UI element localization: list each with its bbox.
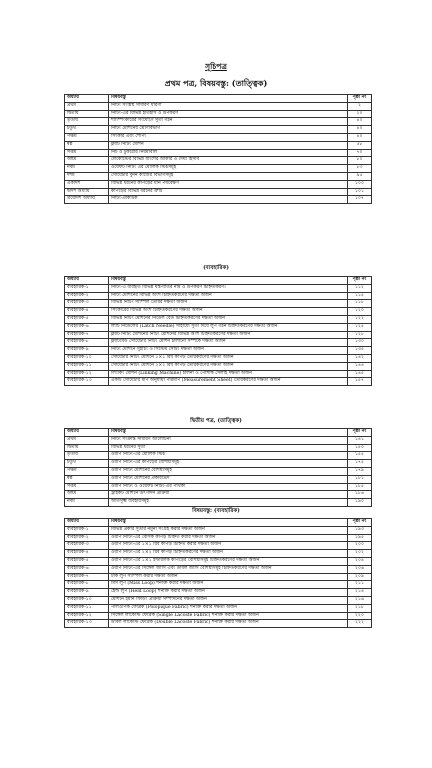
chapter-cell: দশম: [65, 172, 109, 180]
table-row: [65, 526, 372, 534]
chapter-cell: দ্বিতীয়: [65, 444, 109, 452]
page-number-cell: ২০৬: [348, 565, 372, 573]
page-number-cell: ৪০: [348, 126, 372, 134]
topic-cell: বিভিন্ন প্রকার সুতার নমুনা সংগ্রহ করার দক্ষতা অর্জন: [109, 526, 348, 534]
table-row: [65, 196, 372, 204]
chapter-cell: অধ্যায়: [65, 519, 109, 527]
toc-table-second-practical: [64, 518, 372, 628]
table-row: [65, 436, 372, 444]
topic-cell: ওয়ার্প নিটিং-এর ২×২ রিব কাপড় চিহ্নিতকরণের দক্ষতা অর্জন: [109, 550, 348, 558]
table-row: [65, 444, 372, 452]
section-title-second-theory: দ্বিতীয় পত্র, (তাত্ত্বিক): [190, 418, 242, 424]
page-number-cell: ২০৯: [348, 573, 372, 581]
table-header-row: [65, 277, 372, 285]
table-row: [65, 172, 372, 180]
topic-cell: নিটিং সংশ্লিষ্ট সাধারণ ধারণা: [109, 102, 348, 110]
chapter-cell: অধ্যায়: [65, 277, 109, 285]
table-row: [65, 118, 372, 126]
topic-cell: বিভিন্ন নিটিং স্যাম্পল তৈরির দক্ষতা অর্জন: [109, 300, 348, 308]
chapter-cell: ব্যবহারিক-৭: [65, 573, 109, 581]
page-number-cell: ২১৮: [348, 604, 372, 612]
topic-cell: শ্যাম্পিংকারের সংযোগে সুতা গঠন: [109, 118, 348, 126]
section-title-first-practical: (ব্যবহারিক): [203, 265, 229, 271]
chapter-cell: ব্যবহারিক-৭: [65, 331, 109, 339]
table-row: [65, 612, 372, 620]
page-number-cell: ২১১: [348, 581, 372, 589]
page-number-cell: ১৫৫: [348, 452, 372, 460]
table-row: [65, 165, 372, 173]
chapter-cell: ব্যবহারিক-২: [65, 292, 109, 300]
table-row: [65, 323, 372, 331]
topic-cell: নিট ও টুকরোর নিয়মাবলি: [109, 149, 348, 157]
chapter-cell: ব্যবহারিক-৬: [65, 565, 109, 573]
chapter-cell: নবম: [65, 165, 109, 173]
page-number-cell: ১৩০: [348, 339, 372, 347]
chapter-cell: ব্যবহারিক-৯: [65, 347, 109, 355]
page-number-cell: ১২৮: [348, 331, 372, 339]
table-row: [65, 604, 372, 612]
chapter-cell: ব্যবহারিক-১০: [65, 354, 109, 362]
topic-cell: সিংকার এবং শেপিং: [109, 133, 348, 141]
topic-cell: নিটিং মেশিনে সুইচিং ও সিস্টেম সেটিং দক্ষতা অর্জন: [109, 347, 348, 355]
page-number-cell: ২১৬: [348, 596, 372, 604]
chapter-cell: ব্যবহারিক-২: [65, 534, 109, 542]
topic-cell: ডাবল লাকোস্ট ফেব্রিক (Double Lacoste Fabric) শনাক্ত করার দক্ষতা অর্জন: [109, 620, 348, 628]
topic-cell: ওয়ার্প নিটিং-এর ১×১ ইন্টারলক কাপড়ের বৈশিষ্ট্যসমূহ চিহ্নিতকরণের দক্ষতা অর্জন: [109, 557, 348, 565]
chapter-cell: ব্যবহারিক-১৩: [65, 378, 109, 386]
topic-cell: লিংকিং মেশিন (Linking Machine) চালনা ও পোশাক সেলাই দক্ষতা অর্জন: [109, 370, 348, 378]
topic-cell: ল্যাচ নিডেলের (Latch Needle) সাহায্যে সুতা দিয়ে লুপ গঠন চিহ্নিতকরণের দক্ষতা অর্জন: [109, 323, 348, 331]
table-row: [65, 452, 372, 460]
chapter-cell: চতুর্থ: [65, 126, 109, 134]
table-row: [65, 149, 372, 157]
chapter-cell: ষষ্ঠ: [65, 475, 109, 483]
table-row: [65, 347, 372, 355]
topic-cell: নিটিং মেশিনের বিভিন্ন অংশ চিহ্নিতকরণের দক্ষতা অর্জন: [109, 292, 348, 300]
page-number-cell: ১০৭: [348, 196, 372, 204]
topic-cell: ফ্ল্যাটবেড সোয়েটার নিটিং মেশিন চালানো সম্পর্কে দক্ষতা অর্জন: [109, 339, 348, 347]
table-row: [65, 491, 372, 499]
chapter-cell: তৃতীয়: [65, 452, 109, 460]
table-row: [65, 284, 372, 292]
chapter-cell: ব্যবহারিক-১: [65, 526, 109, 534]
table-row: [65, 589, 372, 597]
chapter-cell: ব্যবহারিক-৫: [65, 557, 109, 565]
page-number-cell: ২০২: [348, 550, 372, 558]
page-number-cell: ২১৪: [348, 589, 372, 597]
table-row: [65, 542, 372, 550]
chapter-cell: ব্যবহারিক-৩: [65, 542, 109, 550]
topic-cell: ওয়ার্প নিটিং-এর ১×১ রিব কাপড় চিহ্নিত করার দক্ষতা অর্জন: [109, 542, 348, 550]
table-row: [65, 180, 372, 188]
page-number-cell: ১৪২: [348, 354, 372, 362]
table-row: [65, 557, 372, 565]
chapter-cell: দ্বিতীয়: [65, 110, 109, 118]
page-number-cell: ২০: [348, 110, 372, 118]
page-number-cell: ১৫০: [348, 444, 372, 452]
chapter-cell: ত্রয়োদশ অধ্যায়: [65, 196, 109, 204]
topic-cell: ওয়ার্প নিটিং ও ওয়েফট নিটিং-এর পার্থক্য: [109, 483, 348, 491]
chapter-cell: প্রথম: [65, 102, 109, 110]
chapter-cell: নবম: [65, 499, 109, 507]
chapter-cell: ব্যবহারিক-১৩: [65, 620, 109, 628]
toc-table-second-theory: [64, 428, 372, 507]
section-title-second-practical: বিষয়বস্তু: (ব্যবহারিক): [192, 508, 240, 514]
toc-table-first-theory: [64, 94, 372, 204]
table-row: [65, 573, 372, 581]
topic-cell: বিষয়বস্তু: [109, 277, 348, 285]
page-number-cell: ২: [348, 102, 372, 110]
chapter-cell: ব্যবহারিক-৮: [65, 581, 109, 589]
page-number-cell: ১২৫: [348, 323, 372, 331]
chapter-cell: ব্যবহারিক-১০: [65, 596, 109, 604]
topic-cell: বিষয়বস্তু: [109, 95, 348, 103]
topic-cell: ওয়ার্প নিটিং-এর সিঙ্গেল জার্সি এবং ডাবল জার্সি বৈশিষ্ট্যসমূহ চিহ্নিতকরণের দক্ষতা অর্জন: [109, 565, 348, 573]
toc-table-body: [65, 95, 372, 204]
table-row: [65, 157, 372, 165]
toc-table-body: [65, 277, 372, 386]
page-number-cell: ১৯৩: [348, 526, 372, 534]
chapter-cell: একাদশ: [65, 180, 109, 188]
page-number-cell: ১১২: [348, 284, 372, 292]
chapter-cell: ব্যবহারিক-১: [65, 284, 109, 292]
chapter-cell: ব্যবহারিক-৪: [65, 550, 109, 558]
table-row: [65, 460, 372, 468]
chapter-cell: পঞ্চম: [65, 133, 109, 141]
page-number-cell: ১৪১: [348, 436, 372, 444]
toc-table-first-practical: [64, 276, 372, 386]
table-row: [65, 315, 372, 323]
topic-cell: ওয়েফট নিটিং এর মৌলিক স্টিচসমূহ: [109, 165, 348, 173]
page-number-cell: ৪০: [348, 118, 372, 126]
table-header-row: [65, 429, 372, 437]
chapter-cell: পঞ্চম: [65, 467, 109, 475]
table-row: [65, 133, 372, 141]
table-row: [65, 370, 372, 378]
page-number-cell: ১৫৭: [348, 378, 372, 386]
topic-cell: বিভিন্ন ধরনের সুতা: [109, 444, 348, 452]
table-row: [65, 362, 372, 370]
topic-cell: ওয়ার্প নিটিং-এর বেসিক কাপড় চিহ্নিত করার দক্ষতা অর্জন: [109, 534, 348, 542]
topic-cell: কাপড়ের বিভিন্ন ধরনের ত্রুটি: [109, 188, 348, 196]
topic-cell: নিটিং সংক্রান্ত সাধারণ আলোচনা: [109, 436, 348, 444]
table-row: [65, 110, 372, 118]
page-number-cell: ৮০: [348, 157, 372, 165]
topic-cell: পলিওপিক ফেব্রিক (Polopique Fabric) শনাক্ত করার দক্ষতা অর্জন: [109, 604, 348, 612]
toc-table-body: [65, 519, 372, 628]
chapter-cell: ব্যবহারিক-৬: [65, 323, 109, 331]
topic-cell: ওয়ার্প নিটিং-এর কাপড়ের বৈশিষ্ট্যসমূহ: [109, 460, 348, 468]
table-row: [65, 483, 372, 491]
chapter-cell: ব্যবহারিক-১১: [65, 604, 109, 612]
table-row: [65, 620, 372, 628]
page-number-cell: ১০১: [348, 188, 372, 196]
table-row: [65, 188, 372, 196]
table-row: [65, 308, 372, 316]
page-number-cell: ১৩৫: [348, 347, 372, 355]
page-number-cell: পৃষ্ঠা নং: [348, 519, 372, 527]
topic-cell: বিভিন্ন ধরনের কাপড়ের মান পর্যবেক্ষণ: [109, 180, 348, 188]
page-number-cell: ২২০: [348, 612, 372, 620]
chapter-cell: প্রথম: [65, 436, 109, 444]
table-row: [65, 126, 372, 134]
page-number-cell: ১১৮: [348, 300, 372, 308]
page-number-cell: ২০০: [348, 542, 372, 550]
table-row: [65, 331, 372, 339]
topic-cell: সোয়েটার নিটিং মেশিনে ২×২ রিব কাপড় তৈরিকরণের দক্ষতা অর্জন: [109, 362, 348, 370]
page-number-cell: ১৪৫: [348, 370, 372, 378]
topic-cell: ওয়ার্প নিটিং মেশিনের প্রকারভেদ: [109, 475, 348, 483]
table-row: [65, 354, 372, 362]
toc-table-body: [65, 429, 372, 507]
page-number-cell: ৫৮: [348, 141, 372, 149]
topic-cell: ট্রাইকট মেশিনে উৎপাদন প্রক্রিয়া: [109, 491, 348, 499]
page-subtitle: প্রথম পত্র, বিষয়বস্তু: (তাত্ত্বিক): [164, 78, 268, 88]
table-row: [65, 292, 372, 300]
page-number-cell: পৃষ্ঠা নং: [348, 277, 372, 285]
chapter-cell: ব্যবহারিক-১২: [65, 612, 109, 620]
page-number-cell: ১২২: [348, 315, 372, 323]
page-number-cell: ৮৩: [348, 165, 372, 173]
table-row: [65, 596, 372, 604]
page-number-cell: ১৭৯: [348, 467, 372, 475]
topic-cell: সিংকারের বিভিন্ন অংশ চিহ্নিতকরণের দক্ষতা অর্জন: [109, 308, 348, 316]
page-number-cell: ২২২: [348, 620, 372, 628]
chapter-cell: অধ্যায়: [65, 95, 109, 103]
page-number-cell: ১৯০: [348, 499, 372, 507]
chapter-cell: ব্যবহারিক-৩: [65, 300, 109, 308]
chapter-cell: সপ্তম: [65, 149, 109, 157]
topic-cell: নিটিং মেশিনের শ্রেণিবিভাগ: [109, 126, 348, 134]
topic-cell: হেল্ড লুপ (Held Loop) শনাক্ত করার দক্ষতা অর্জন: [109, 589, 348, 597]
page-number-cell: পৃষ্ঠা নং: [348, 429, 372, 437]
page-number-cell: ১৭৫: [348, 460, 372, 468]
topic-cell: সিঙ্গেল লাকোস্ট ফেব্রিক (Single Lacoste Fabric) শনাক্ত করার দক্ষতা অর্জন: [109, 612, 348, 620]
chapter-cell: ব্যবহারিক-১১: [65, 362, 109, 370]
table-row: [65, 300, 372, 308]
chapter-cell: অষ্টম: [65, 157, 109, 165]
chapter-cell: ব্যবহারিক-৯: [65, 589, 109, 597]
chapter-cell: ব্যবহারিক-৫: [65, 315, 109, 323]
topic-cell: ওয়ার্প নিটিং মেশিনের বৈশিষ্ট্যসমূহ: [109, 467, 348, 475]
chapter-cell: ব্যবহারিক-৪: [65, 308, 109, 316]
chapter-cell: ব্যবহারিক-৮: [65, 339, 109, 347]
table-row: [65, 499, 372, 507]
topic-cell: অতিসুক্ষ্ম ব্যবহারসমূহ: [109, 499, 348, 507]
page-number-cell: ১৮১: [348, 475, 372, 483]
topic-cell: সোয়েটার বুনন কাজের বিভাগসমূহ: [109, 172, 348, 180]
table-row: [65, 550, 372, 558]
table-row: [65, 378, 372, 386]
topic-cell: বিষয়বস্তু: [109, 519, 348, 527]
table-row: [65, 534, 372, 542]
table-row: [65, 475, 372, 483]
topic-cell: বিভিন্ন নিটিং মেশিনের নিডেল বেড চিহ্নিতকরণের দক্ষতা অর্জন: [109, 315, 348, 323]
table-header-row: [65, 95, 372, 103]
table-row: [65, 339, 372, 347]
page-number-cell: ৯৫: [348, 172, 372, 180]
table-row: [65, 467, 372, 475]
topic-cell: নিটিং-এর বিভিন্ন ইতিহাস ও উপকরণ: [109, 110, 348, 118]
page-number-cell: ২০৪: [348, 557, 372, 565]
topic-cell: একটি সোয়েটার মাপ অনুযায়ী পরিমাপ (Measurement Sheet) তৈরিকরণের দক্ষতা অর্জন: [109, 378, 348, 386]
table-row: [65, 581, 372, 589]
page-title: সূচিপত্র: [205, 62, 227, 71]
page-number-cell: পৃষ্ঠা নং: [348, 95, 372, 103]
page-number-cell: ১২০: [348, 308, 372, 316]
topic-cell: বিষয়বস্তু: [109, 429, 348, 437]
topic-cell: ওয়ার্প নিটিং-এর মৌলিক স্টিচ: [109, 452, 348, 460]
topic-cell: নিটিং-প্রাকটিক: [109, 196, 348, 204]
chapter-cell: সপ্তম: [65, 483, 109, 491]
page-number-cell: ১৮৫: [348, 483, 372, 491]
topic-cell: মেশিনে ইয়ার্ন ফিডিং প্রক্রিয়া সম্পাদনের দক্ষতা অর্জন: [109, 596, 348, 604]
page-number-cell: ১১৫: [348, 292, 372, 300]
page-number-cell: ১৪৪: [348, 362, 372, 370]
page-number-cell: ৭০: [348, 149, 372, 157]
table-row: [65, 565, 372, 573]
topic-cell: লেকোস্টের বিভিন্ন অংশের আকার ও দৈর্ঘ্য হিসাব: [109, 157, 348, 165]
topic-cell: নিটিং-এ ব্যবহৃত বিভিন্ন যন্ত্রপাতির নাম ও উপকরণ চিহ্নিতকরণ।: [109, 284, 348, 292]
table-row: [65, 141, 372, 149]
page-number-cell: ১৮৬: [348, 491, 372, 499]
chapter-cell: চতুর্থ: [65, 460, 109, 468]
topic-cell: মিস লুপ (Miss Loop) শনাক্ত করার দক্ষতা অর্জন: [109, 581, 348, 589]
page-number-cell: ১৯৫: [348, 534, 372, 542]
chapter-cell: অষ্টম: [65, 491, 109, 499]
chapter-cell: ষষ্ঠ: [65, 141, 109, 149]
topic-cell: সোয়েটার নিটিং মেশিনে ১×১ রিব কাপড় তৈরিকরণের দক্ষতা অর্জন: [109, 354, 348, 362]
chapter-cell: অধ্যায়: [65, 429, 109, 437]
table-row: [65, 102, 372, 110]
topic-cell: টাক লুপ স্যাম্পল করার দক্ষতা অর্জন: [109, 573, 348, 581]
chapter-cell: তৃতীয়: [65, 118, 109, 126]
table-header-row: [65, 519, 372, 527]
page-number-cell: ৪০: [348, 133, 372, 141]
topic-cell: ফ্ল্যাট নিটিং মেশিন: [109, 141, 348, 149]
chapter-cell: ব্যবহারিক-১২: [65, 370, 109, 378]
page-number-cell: ১০০: [348, 180, 372, 188]
topic-cell: ফ্ল্যাট নিটিং মেশিনের নিটিং মেশিনের বিভিন্ন অংশ চিহ্নিতকরণের দক্ষতা অর্জন: [109, 331, 348, 339]
chapter-cell: দ্বাদশ অধ্যায়: [65, 188, 109, 196]
